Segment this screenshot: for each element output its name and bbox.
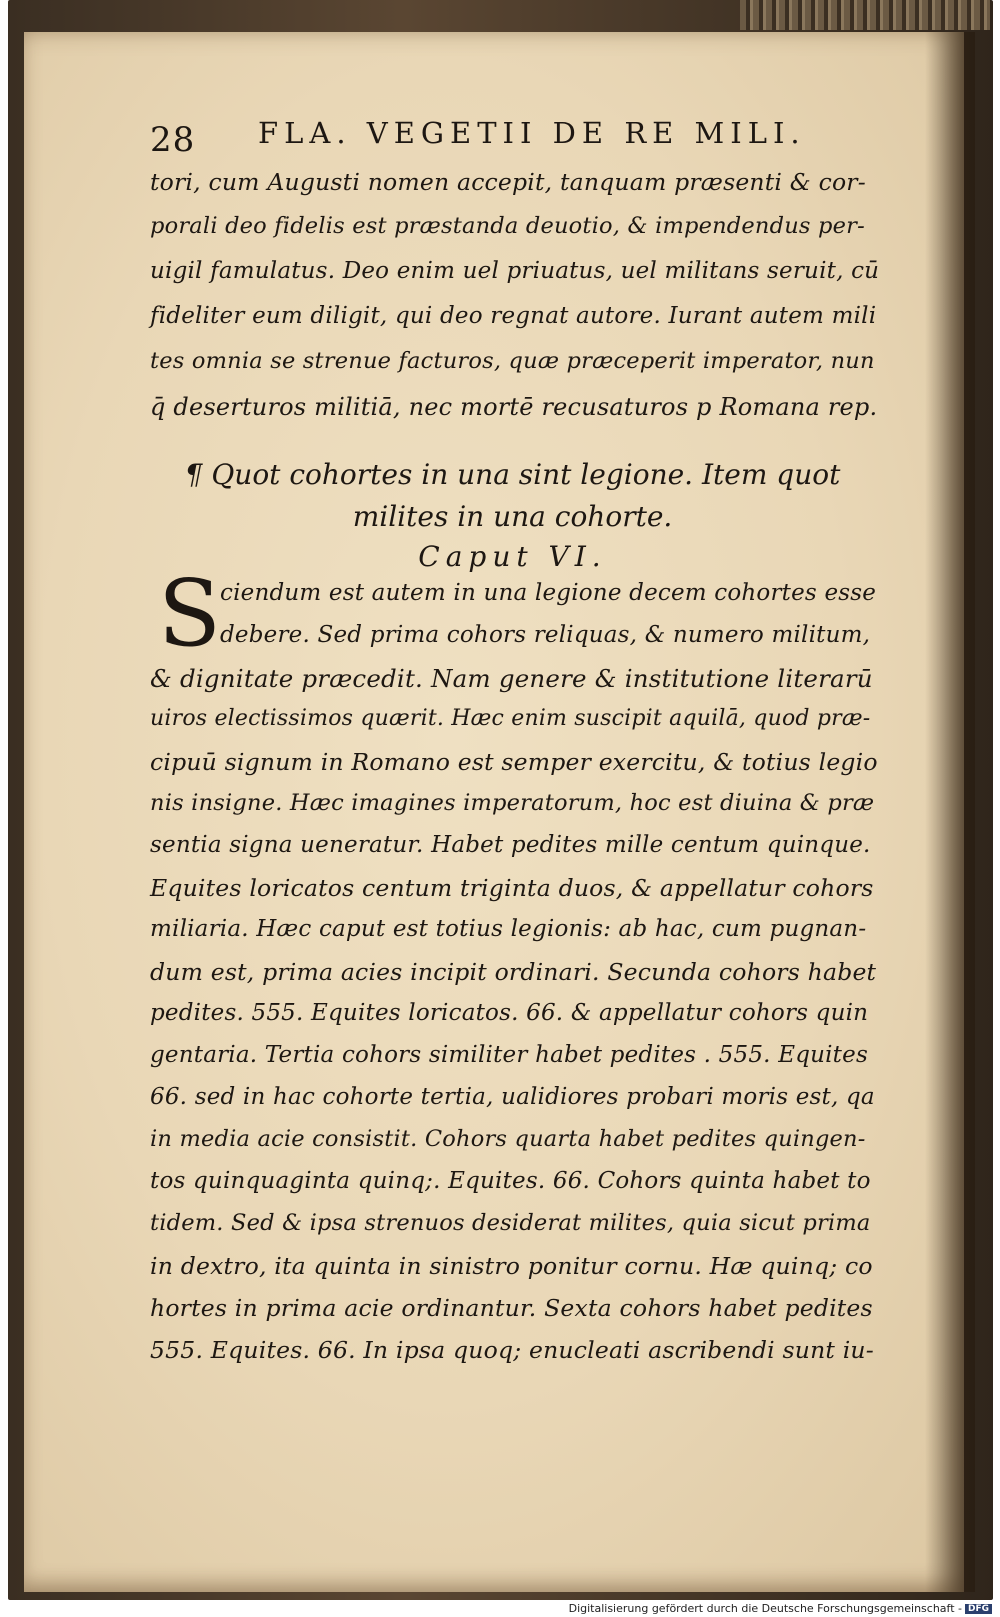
text-line: cipuū signum in Romano est semper exercitu, & totius legio bbox=[150, 748, 878, 776]
page-number: 28 bbox=[150, 120, 196, 160]
text-line: fideliter eum diligit, qui deo regnat autore. Iurant autem mili bbox=[150, 303, 877, 329]
text-line: debere. Sed prima cohors reliquas, & numero militum, bbox=[220, 622, 871, 648]
text-line: 66. sed in hac cohorte tertia, ualidiores probari moris est, qa bbox=[150, 1084, 875, 1110]
digitization-credit bbox=[569, 1602, 992, 1615]
running-title: FLA. VEGETII DE RE MILI. bbox=[258, 116, 806, 150]
text-line: tes omnia se strenue facturos, quæ præceperit imperator, nun bbox=[150, 348, 875, 374]
text-line: gentaria. Tertia cohors similiter habet pedites . 555. Equites bbox=[150, 1042, 868, 1068]
text-line: in dextro, ita quinta in sinistro ponitur cornu. Hæ quinq; co bbox=[150, 1252, 873, 1280]
text-line: Equites loricatos centum triginta duos, & appellatur cohors bbox=[150, 874, 874, 902]
text-line: miliaria. Hæc caput est totius legionis: ab hac, cum pugnan- bbox=[150, 916, 867, 942]
book-spine-edge bbox=[740, 0, 990, 30]
page-gutter-shadow bbox=[925, 32, 975, 1592]
text-line: pedites. 555. Equites loricatos. 66. & appellatur cohors quin bbox=[150, 1000, 869, 1026]
text-line: tori, cum Augusti nomen accepit, tanquam præsenti & cor- bbox=[150, 168, 866, 196]
text-line: hortes in prima acie ordinantur. Sexta cohors habet pedites bbox=[150, 1294, 873, 1322]
text-line: tidem. Sed & ipsa strenuos desiderat milites, quia sicut prima bbox=[150, 1210, 871, 1236]
chapter-heading: milites in una cohorte. bbox=[352, 500, 673, 533]
text-line: uigil famulatus. Deo enim uel priuatus, uel militans seruit, cū bbox=[150, 258, 880, 284]
text-line: ciendum est autem in una legione decem cohortes esse bbox=[220, 580, 877, 606]
text-line: q̄ deserturos militiā, nec mortē recusaturos p Romana rep. bbox=[150, 393, 878, 421]
text-line: in media acie consistit. Cohors quarta habet pedites quingen- bbox=[150, 1126, 866, 1152]
text-line: nis insigne. Hæc imagines imperatorum, hoc est diuina & præ bbox=[150, 790, 875, 816]
chapter-heading: ¶ Quot cohortes in una sint legione. Item quot bbox=[184, 458, 841, 491]
dfg-logo: DFG bbox=[965, 1604, 992, 1614]
text-line: dum est, prima acies incipit ordinari. Secunda cohors habet bbox=[150, 958, 877, 986]
text-line: porali deo fidelis est præstanda deuotio, & impendendus per- bbox=[150, 213, 865, 239]
chapter-number: Caput VI. bbox=[418, 540, 607, 573]
text-line: & dignitate præcedit. Nam genere & institutione literarū bbox=[150, 664, 873, 693]
credit-text: Digitalisierung gefördert durch die Deutsche Forschungsgemeinschaft - bbox=[568, 1602, 962, 1615]
text-line: sentia signa ueneratur. Habet pedites mille centum quinque. bbox=[150, 832, 871, 858]
text-line: 555. Equites. 66. In ipsa quoq; enucleati ascribendi sunt iu- bbox=[150, 1336, 874, 1364]
drop-capital: S bbox=[158, 560, 222, 667]
text-line: tos quinquaginta quinq;. Equites. 66. Cohors quinta habet to bbox=[150, 1168, 871, 1194]
text-line: uiros electissimos quærit. Hæc enim suscipit aquilā, quod præ- bbox=[150, 706, 871, 731]
